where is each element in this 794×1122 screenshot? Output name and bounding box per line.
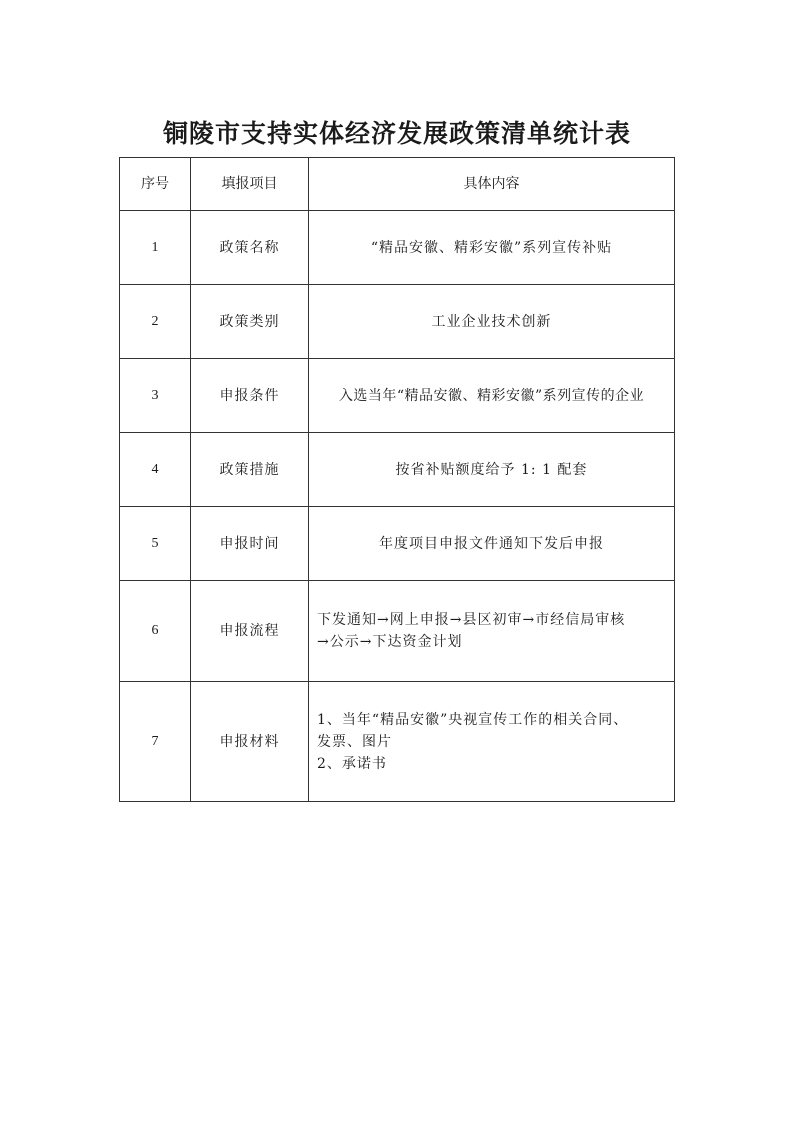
- content-line: →公示→下达资金计划: [317, 634, 463, 650]
- row-content: [309, 581, 675, 682]
- row-item: 政策名称: [191, 211, 309, 285]
- table-row: [120, 581, 675, 682]
- row-item: 政策类别: [191, 285, 309, 359]
- table-row: [120, 285, 675, 359]
- policy-table: [119, 157, 675, 802]
- row-item: 申报条件: [191, 359, 309, 433]
- row-content: [309, 285, 675, 359]
- row-content: [309, 682, 675, 802]
- row-num: 5: [120, 507, 191, 581]
- row-content: [309, 211, 675, 285]
- content-line: 发票、图片: [317, 733, 392, 750]
- header-item: 填报项目: [191, 158, 309, 211]
- row-num: 7: [120, 682, 191, 802]
- content-line: 按省补贴额度给予 1: 1 配套: [395, 461, 588, 478]
- row-content: [309, 359, 675, 433]
- page-title: 铜陵市支持实体经济发展政策清单统计表: [162, 119, 631, 148]
- row-num: 2: [120, 285, 191, 359]
- row-item: 申报时间: [191, 507, 309, 581]
- content-line: 年度项目申报文件通知下发后申报: [379, 535, 604, 552]
- row-num: 1: [120, 211, 191, 285]
- row-num: 3: [120, 359, 191, 433]
- row-item: 政策措施: [191, 433, 309, 507]
- header-num: 序号: [120, 158, 191, 211]
- header-content: 具体内容: [309, 158, 675, 211]
- row-item: 申报材料: [191, 682, 309, 802]
- content-line: 入选当年“精品安徽、精彩安徽”系列宣传的企业: [338, 387, 645, 404]
- content-line: “精品安徽、精彩安徽”系列宣传补贴: [370, 239, 613, 256]
- content-line: 2、承诺书: [317, 755, 387, 772]
- table-row: [120, 359, 675, 433]
- row-num: 4: [120, 433, 191, 507]
- content-line: 下发通知→网上申报→县区初审→市经信局审核: [317, 612, 626, 628]
- table-header-row: [120, 158, 675, 211]
- content-line: 工业企业技术创新: [431, 313, 552, 330]
- row-content: [309, 507, 675, 581]
- table-row: [120, 507, 675, 581]
- row-num: 6: [120, 581, 191, 682]
- table-row: [120, 211, 675, 285]
- row-item: 申报流程: [191, 581, 309, 682]
- table-row: [120, 682, 675, 802]
- content-line: 1、当年“精品安徽”央视宣传工作的相关合同、: [317, 711, 629, 728]
- table-row: [120, 433, 675, 507]
- row-content: [309, 433, 675, 507]
